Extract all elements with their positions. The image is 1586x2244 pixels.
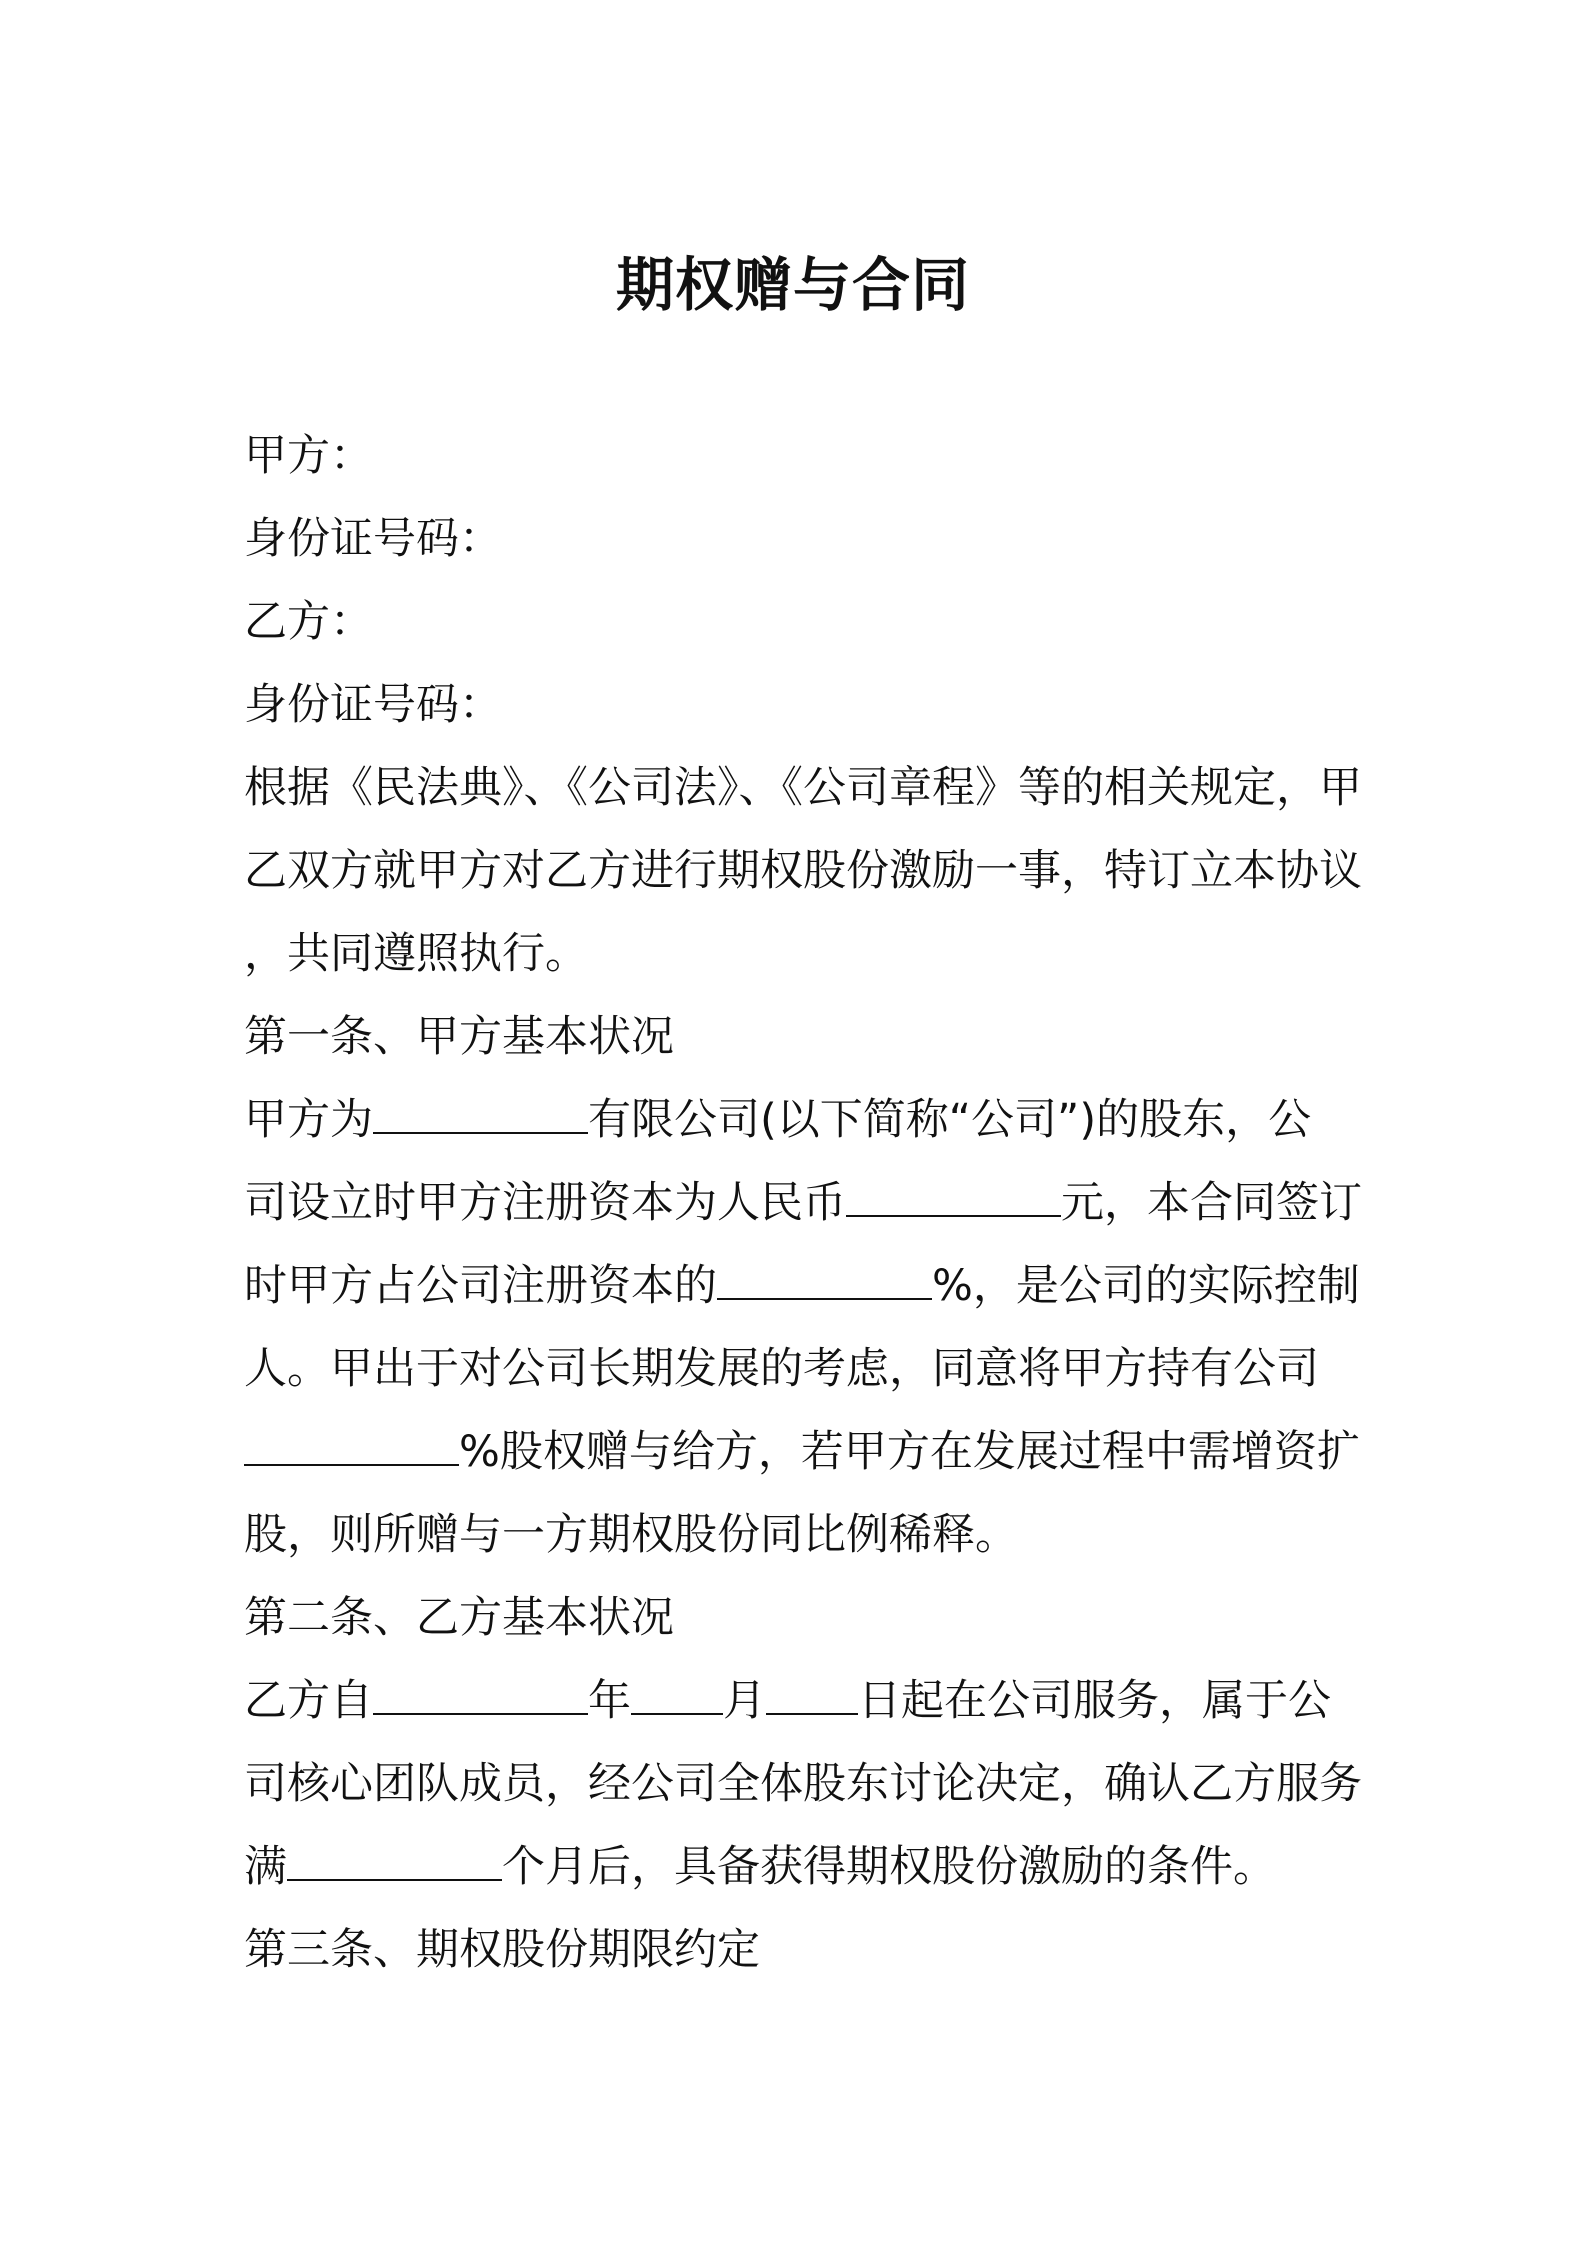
article-3-heading: 第三条、期权股份期限约定 xyxy=(244,1925,760,1975)
article-1-heading: 第一条、甲方基本状况 xyxy=(244,1012,674,1062)
article-2-heading: 第二条、乙方基本状况 xyxy=(244,1593,674,1643)
company-name-blank xyxy=(373,1091,588,1134)
article-2-text: 个月后，具备获得期权股份激励的条件。 xyxy=(502,1842,1276,1892)
document-title: 期权赠与合同 xyxy=(615,251,970,319)
article-1-text: 元，本合同签订 xyxy=(1061,1178,1362,1228)
service-months-blank xyxy=(287,1838,502,1881)
article-1-text: 甲方为 xyxy=(244,1095,373,1145)
registered-capital-blank xyxy=(846,1174,1061,1217)
article-2-line: 司核心团队成员，经公司全体股东讨论决定，确认乙方服务 xyxy=(244,1759,1362,1809)
party-a-id-label: 身份证号码： xyxy=(244,514,502,564)
article-2-text: 年 xyxy=(588,1676,631,1726)
preamble-line: 乙双方就甲方对乙方进行期权股份激励一事，特订立本协议 xyxy=(244,846,1362,896)
party-a-label: 甲方： xyxy=(244,431,373,481)
article-2-text: 满 xyxy=(244,1842,287,1892)
article-1-line xyxy=(244,1411,1360,1494)
article-1-text: 有限公司(以下简称“公司”)的股东，公 xyxy=(588,1095,1312,1145)
article-2-line xyxy=(244,1660,1354,1743)
article-1-line xyxy=(244,1245,1360,1328)
article-2-text: 乙方自 xyxy=(244,1676,373,1726)
equity-percent-blank xyxy=(244,1423,459,1466)
party-b-label: 乙方： xyxy=(244,597,373,647)
article-2-text: 日起在公司服务，属于公 xyxy=(858,1676,1331,1726)
month-blank xyxy=(631,1672,723,1715)
year-blank xyxy=(373,1672,588,1715)
article-1-text: %，是公司的实际控制 xyxy=(932,1261,1360,1311)
day-blank xyxy=(766,1672,858,1715)
article-1-line xyxy=(244,1162,1362,1245)
article-1-text: 时甲方占公司注册资本的 xyxy=(244,1261,717,1311)
document-body xyxy=(244,415,1362,1992)
preamble-line: 根据《民法典》、《公司法》、《公司章程》等的相关规定，甲 xyxy=(244,763,1362,813)
party-b-id-label: 身份证号码： xyxy=(244,680,502,730)
capital-share-blank xyxy=(717,1257,932,1300)
preamble-line: ，共同遵照执行。 xyxy=(244,929,588,979)
article-1-line: 股，则所赠与一方期权股份同比例稀释。 xyxy=(244,1510,1018,1560)
article-1-text: %股权赠与给方，若甲方在发展过程中需增资扩 xyxy=(459,1427,1360,1477)
article-1-text: 司设立时甲方注册资本为人民币 xyxy=(244,1178,846,1228)
article-2-text: 月 xyxy=(723,1676,766,1726)
article-2-line xyxy=(244,1826,1354,1909)
article-1-line: 人。甲出于对公司长期发展的考虑，同意将甲方持有公司 xyxy=(244,1344,1319,1394)
article-1-line xyxy=(244,1079,1354,1162)
